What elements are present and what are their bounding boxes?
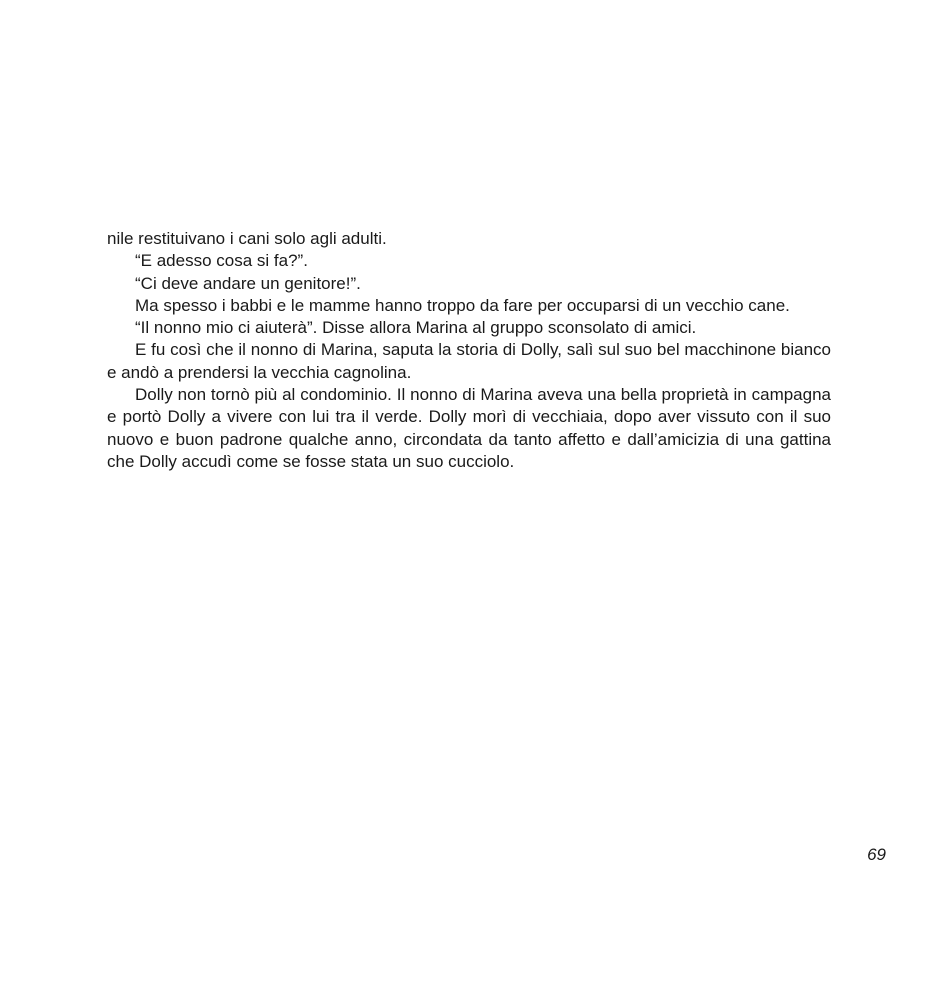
paragraph-parents: Ma spesso i babbi e le mamme hanno troppo da fare per occuparsi di un vecchio cane. bbox=[135, 295, 790, 315]
body-text bbox=[107, 228, 831, 473]
page-number: 69 bbox=[867, 845, 886, 864]
paragraph-grandfather-car: E fu così che il nonno di Marina, saputa la storia di Dolly, salì sul suo bel macchinone bianco e andò a prendersi la vecchia cagnolina. bbox=[107, 340, 831, 382]
paragraph-continued: nile restituivano i cani solo agli adulti. bbox=[107, 229, 387, 248]
paragraph-dialogue-1: “E adesso cosa si fa?”. bbox=[135, 251, 308, 271]
paragraph-grandfather-help: “Il nonno mio ci aiuterà”. Disse allora Marina al gruppo sconsolato di amici. bbox=[135, 318, 697, 338]
paragraph-ending: Dolly non tornò più al condominio. Il nonno di Marina aveva una bella proprietà in campagna e portò Dolly a vivere con lui tra il verde. Dolly morì di vecchiaia, dopo aver vissuto con il suo nuovo e buon padrone qualche anno, circondata da tanto affetto e dall’amicizia di una gattina che Dolly accudì come se fosse stata un suo cucciolo. bbox=[107, 385, 831, 471]
paragraph-dialogue-2: “Ci deve andare un genitore!”. bbox=[135, 273, 361, 293]
